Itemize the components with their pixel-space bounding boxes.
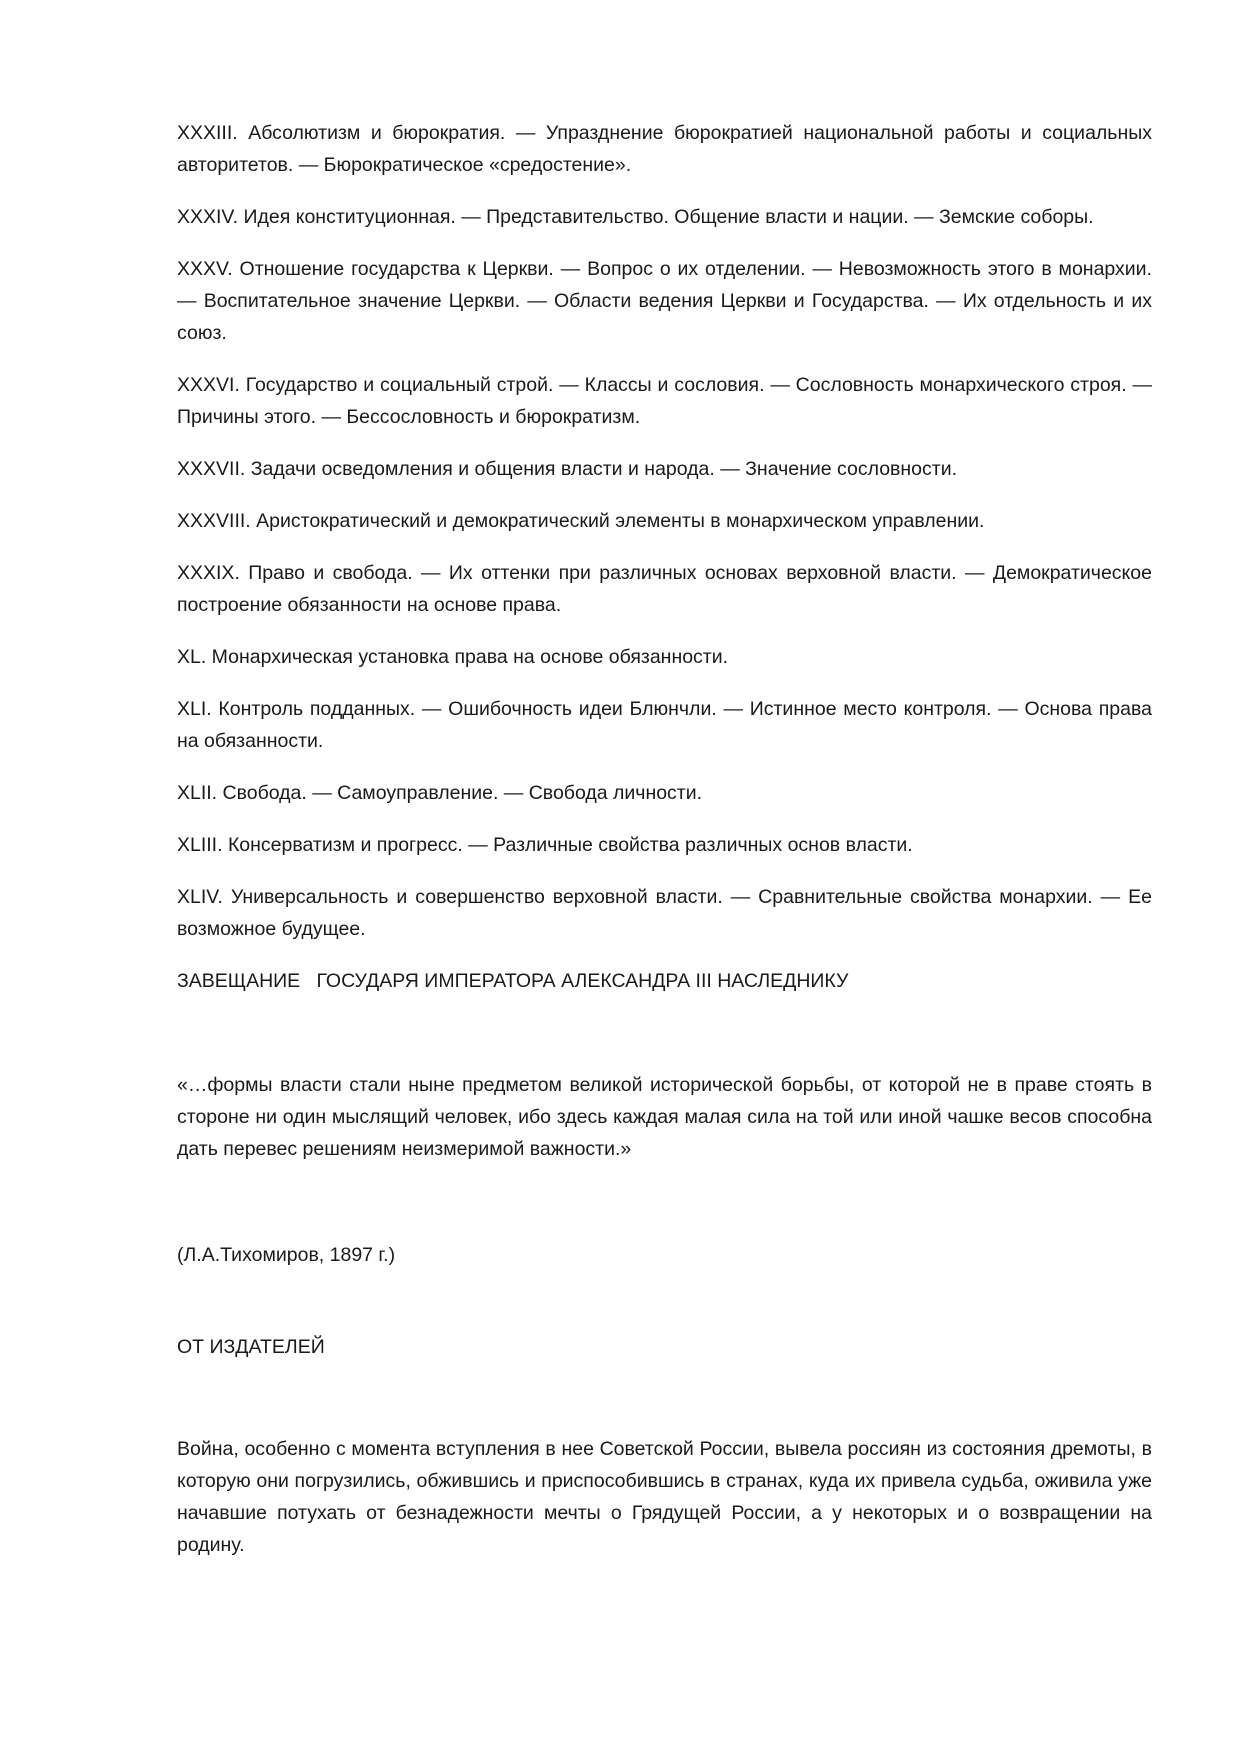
spacer (177, 1363, 1152, 1433)
publishers-paragraph: Война, особенно с момента вступления в нее Советской России, вывела россиян из состояния дремоты, в которую они погрузились, обжившись и приспособившись в странах, куда их привела судьба, оживила уже начавшие потухать от безнадежности мечты о Грядущей России, а у некоторых и о возвращении на родину. (177, 1438, 1152, 1556)
toc-item-xxxviii: XXXVIII. Аристократический и демократический элементы в монархическом управлении. (177, 510, 985, 532)
toc-item-xxxv: XXXV. Отношение государства к Церкви. — Вопрос о их отделении. — Невозможность этого в монархии. — Воспитательное значение Церкви. — Области ведения Церкви и Государства. — Их отдельность и их союз. (177, 258, 1152, 344)
epigraph-quote: «…формы власти стали ныне предметом великой исторической борьбы, от которой не в праве стоять в стороне ни один мыслящий человек, ибо здесь каждая малая сила на той или иной чашке весов способна дать перевес решениям неизмеримой важности.» (177, 1074, 1152, 1160)
toc-item-xxxix: XXXIX. Право и свобода. — Их оттенки при различных основах верховной власти. — Демократическое построение обязанности на основе права. (177, 562, 1152, 616)
spacer (177, 1271, 1152, 1331)
toc-item-xli: XLI. Контроль подданных. — Ошибочность идеи Блюнчли. — Истинное место контроля. — Основа права на обязанности. (177, 698, 1152, 752)
spacer (177, 997, 1152, 1069)
toc-item-xliii: XLIII. Консерватизм и прогресс. — Различные свойства различных основ власти. (177, 834, 913, 856)
toc-item-xxxvi: XXXVI. Государство и социальный строй. — Классы и сословия. — Сословность монархического строя. — Причины этого. — Бессословность и бюрократизм. (177, 374, 1152, 428)
epigraph-attribution: (Л.А.Тихомиров, 1897 г.) (177, 1244, 396, 1266)
toc-item-xxxvii: XXXVII. Задачи осведомления и общения власти и народа. — Значение сословности. (177, 458, 958, 480)
toc-item-xlii: XLII. Свобода. — Самоуправление. — Свобода личности. (177, 782, 703, 804)
toc-item-xliv: XLIV. Универсальность и совершенство верховной власти. — Сравнительные свойства монархии. — Ее возможное будущее. (177, 886, 1152, 940)
document-page (177, 117, 1152, 1581)
spacer (177, 1165, 1152, 1239)
toc-item-xxxiii: XXXIII. Абсолютизм и бюрократия. — Упразднение бюрократией национальной работы и социальных авторитетов. — Бюрократическое «средостение». (177, 122, 1152, 176)
testament-heading: ЗАВЕЩАНИЕ ГОСУДАРЯ ИМПЕРАТОРА АЛЕКСАНДРА III НАСЛЕДНИКУ (177, 970, 849, 992)
publishers-heading: ОТ ИЗДАТЕЛЕЙ (177, 1336, 325, 1358)
toc-item-xxxiv: XXXIV. Идея конституционная. — Представительство. Общение власти и нации. — Земские соборы. (177, 206, 1094, 228)
toc-item-xl: XL. Монархическая установка права на основе обязанности. (177, 646, 729, 668)
